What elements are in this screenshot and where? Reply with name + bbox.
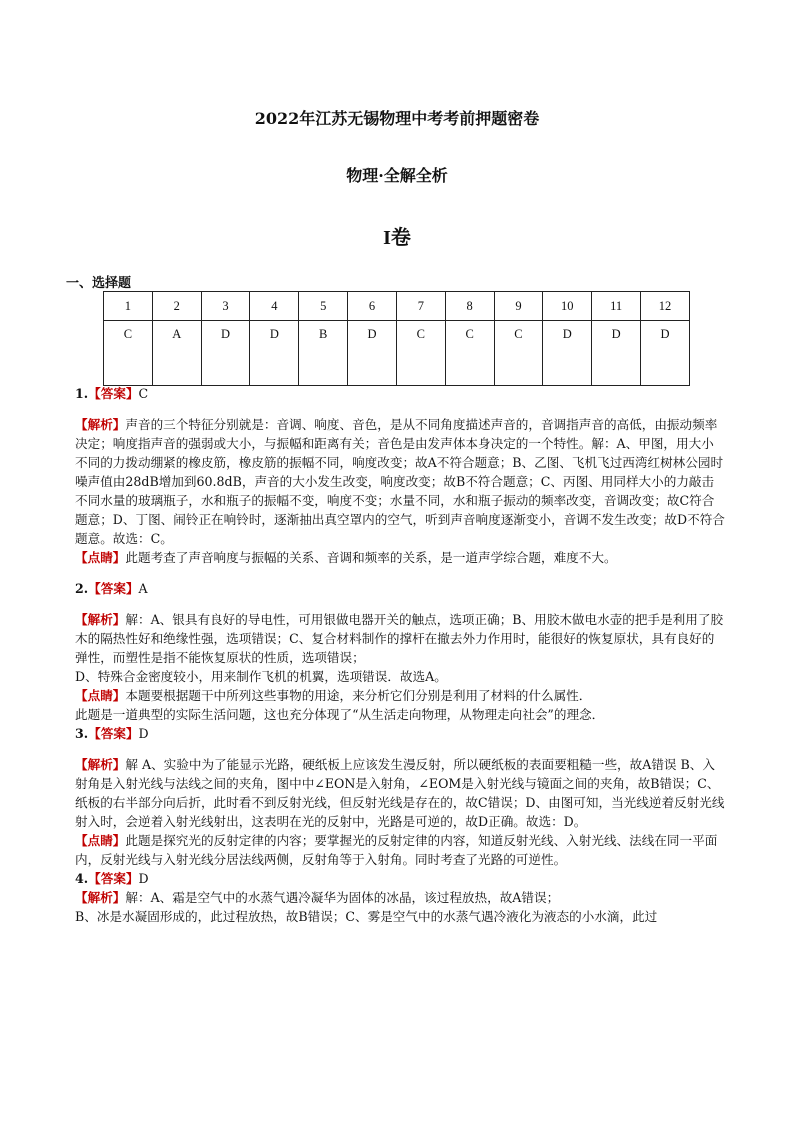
- document-subtitle: 物理·全解全析: [346, 166, 448, 185]
- answer-number-cell: 10: [543, 292, 592, 321]
- section-heading: 一、选择题: [66, 276, 132, 291]
- answer-number-cell: 2: [152, 292, 201, 321]
- comment-paragraph: 【点睛】本题要根据题干中所列这些事物的用途，来分析它们分别是利用了材料的什么属性．: [75, 688, 592, 703]
- analysis-paragraph: 【解析】解：A、银具有良好的导电性，可用银做电器开关的触点，选项正确；B、用胶木做电水壶的把手是利用了胶木的隔热性好和绝缘性强，选项错误；C、复合材料制作的撑杆在撤去外力作用时，能很好的恢复原状，具有良好的弹性，而塑性是指不能恢复原状的性质，选项错误；: [75, 612, 724, 665]
- answer-number-cell: 5: [299, 292, 348, 321]
- comment-paragraph: 【点睛】此题是探究光的反射定律的内容；要掌握光的反射定律的内容，知道反射光线、入射光线、法线在同一平面内，反射光线与入射光线分居法线两侧，反射角等于入射角。同时考查了光路的可逆性。: [75, 833, 718, 867]
- answer-number-cell: 12: [641, 292, 690, 321]
- answer-line: 4.【答案】D: [75, 871, 149, 886]
- answer-value-cell: D: [641, 321, 690, 386]
- answer-number-cell: 1: [104, 292, 153, 321]
- answer-line: 1.【答案】C: [75, 386, 149, 401]
- answer-table: [103, 291, 690, 386]
- answer-value-cell: A: [152, 321, 201, 386]
- answer-tag: 【答案】: [88, 581, 139, 596]
- answer-line: 3.【答案】D: [75, 726, 149, 741]
- answer-number-cell: 4: [250, 292, 299, 321]
- answer-value: A: [138, 581, 148, 596]
- answer-table-number-row: [104, 292, 690, 321]
- analysis-paragraph: 【解析】解：A、霜是空气中的水蒸气遇冷凝华为固体的冰晶，该过程放热，故A错误；: [75, 890, 560, 905]
- answer-value-cell: D: [543, 321, 592, 386]
- analysis-tag: 【解析】: [75, 417, 126, 432]
- analysis-tag: 【解析】: [75, 757, 126, 772]
- comment-tag: 【点睛】: [75, 688, 126, 703]
- answer-tag: 【答案】: [88, 871, 139, 886]
- answer-line: 2.【答案】A: [75, 581, 148, 596]
- analysis-paragraph: 【解析】解 A、实验中为了能显示光路，硬纸板上应该发生漫反射，所以硬纸板的表面要粗糙一些，故A错误 B、入射角是入射光线与法线之间的夹角，图中中∠EON是入射角，∠EOM是入射光线与镜面之间的夹角，故B错误；C、纸板的右半部分向后折，此时看不到反射光线，但反射光线是存在的，故C错误；D、由图可知，当光线逆着反射光线射入时，会逆着入射光线射出，这表明在光的反射中，光路是可逆的，故D正确。故选：D。: [75, 757, 725, 829]
- answer-tag: 【答案】: [88, 726, 139, 741]
- answer-value-cell: D: [592, 321, 641, 386]
- answer-tag: 【答案】: [88, 386, 139, 401]
- solutions-body: [75, 384, 725, 926]
- answer-value-cell: C: [494, 321, 543, 386]
- analysis-tag: 【解析】: [75, 890, 126, 905]
- answer-number-cell: 3: [201, 292, 250, 321]
- comment-paragraph: 【点睛】此题考查了声音响度与振幅的关系、音调和频率的关系，是一道声学综合题，难度不大。: [75, 550, 617, 565]
- answer-number-cell: 6: [348, 292, 397, 321]
- answer-value-cell: C: [104, 321, 153, 386]
- answer-value: D: [138, 726, 149, 741]
- analysis-paragraph: D、特殊合金密度较小，用来制作飞机的机翼，选项错误．故选A。: [75, 669, 447, 684]
- answer-number-cell: 11: [592, 292, 641, 321]
- analysis-tag: 【解析】: [75, 612, 126, 627]
- comment-extra: 此题是一道典型的实际生活问题，这也充分体现了“从生活走向物理，从物理走向社会”的理念．: [75, 707, 605, 722]
- volume-heading: I卷: [383, 227, 411, 249]
- comment-tag: 【点睛】: [75, 550, 126, 565]
- analysis-paragraph: 【解析】声音的三个特征分别就是：音调、响度、音色，是从不同角度描述声音的，音调指声音的高低，由振动频率决定；响度指声音的强弱或大小，与振幅和距离有关；音色是由发声体本身决定的一个特性。解：A、甲图，用大小不同的力拨动绷紧的橡皮筋，橡皮筋的振幅不同，响度改变；故A不符合题意；B、乙图、飞机飞过西湾红树林公园时噪声值由28dB增加到60.8dB，声音的大小发生改变，响度改变；故B不符合题意；C、丙图、用同样大小的力敲击不同水量的玻璃瓶子，水和瓶子的振幅不变，响度不变；水量不同，水和瓶子振动的频率改变，音调改变；故C符合题意；D、丁图、闹铃正在响铃时，逐渐抽出真空罩内的空气，听到声音响度逐渐变小，音调不发生改变；故D不符合题意。故选：C。: [75, 417, 725, 546]
- answer-value-cell: C: [396, 321, 445, 386]
- answer-value-cell: C: [445, 321, 494, 386]
- comment-tag: 【点睛】: [75, 833, 126, 848]
- answer-value-cell: B: [299, 321, 348, 386]
- answer-value-cell: D: [348, 321, 397, 386]
- answer-value: C: [138, 386, 149, 401]
- answer-number-cell: 7: [396, 292, 445, 321]
- answer-number-cell: 9: [494, 292, 543, 321]
- answer-value: D: [138, 871, 149, 886]
- document-title: 2022年江苏无锡物理中考考前押题密卷: [254, 109, 540, 128]
- answer-number-cell: 8: [445, 292, 494, 321]
- analysis-paragraph: B、冰是水凝固形成的，此过程放热，故B错误；C、雾是空气中的水蒸气遇冷液化为液态的小水滴，此过: [75, 909, 658, 924]
- answer-value-cell: D: [201, 321, 250, 386]
- answer-table-value-row: [104, 321, 690, 386]
- answer-value-cell: D: [250, 321, 299, 386]
